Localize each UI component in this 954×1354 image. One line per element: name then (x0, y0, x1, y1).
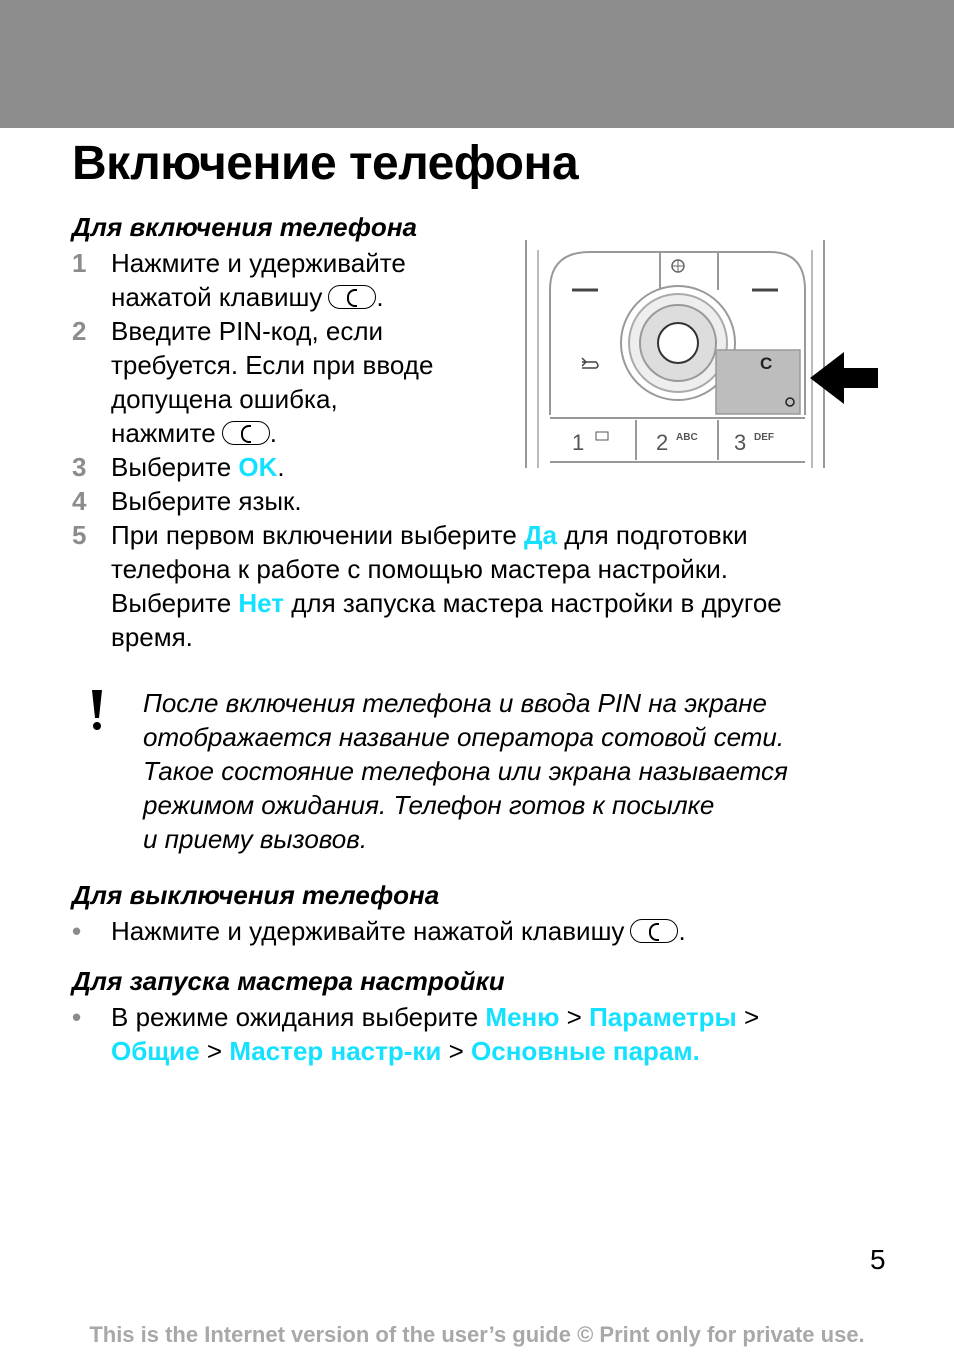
key-3-digit: 3 (734, 430, 747, 455)
page-number: 5 (870, 1244, 886, 1275)
step-text: При первом включении выберите (111, 520, 525, 550)
bullet-text: Нажмите и удерживайте нажатой клавишу (111, 916, 625, 946)
key-2-digit: 2 (656, 430, 669, 455)
c-key-icon (328, 285, 376, 309)
step-text: нажатой клавишу (111, 282, 323, 312)
menu-item-wizard: Мастер настр-ки (229, 1036, 442, 1066)
separator: > (441, 1036, 472, 1066)
top-band (0, 0, 954, 128)
menu-item-general: Общие (111, 1036, 200, 1066)
step-text: Выберите язык. (111, 486, 302, 516)
bullet-text: В режиме ожидания выберите (111, 1002, 486, 1032)
note-line: и приему вызовов. (143, 824, 368, 854)
footer-text: This is the Internet version of the user’s guide © Print only for private use. (89, 1322, 865, 1347)
c-key-icon (222, 421, 270, 445)
c-key-label: C (760, 354, 773, 373)
bullet-dot: • (72, 1002, 82, 1032)
arrow-icon (810, 352, 878, 404)
punct: . (277, 452, 285, 482)
step-text: Выберите (111, 588, 239, 618)
note-line: Такое состояние телефона или экрана называется (143, 756, 788, 786)
punct: . (678, 916, 686, 946)
step-number: 4 (72, 486, 87, 516)
envelope-icon (596, 432, 608, 440)
step-text: нажмите (111, 418, 216, 448)
separator: > (199, 1036, 230, 1066)
menu-item-menu: Меню (485, 1002, 560, 1032)
separator: > (736, 1002, 760, 1032)
menu-item-basic-settings: Основные парам. (471, 1036, 700, 1066)
step-text: для подготовки (557, 520, 748, 550)
note-line: режимом ожидания. Телефон готов к посылке (143, 790, 715, 820)
step-text: Выберите (111, 452, 239, 482)
c-key-icon (630, 919, 678, 943)
section-heading-off: Для выключения телефона (72, 880, 440, 910)
step-number: 2 (72, 316, 87, 346)
step-text: Нажмите и удерживайте (111, 248, 406, 278)
menu-item-yes: Да (524, 520, 558, 550)
punct: . (269, 418, 277, 448)
warning-icon (86, 688, 108, 732)
step-text: требуется. Если при вводе (111, 350, 434, 380)
note-line: отображается название оператора сотовой сети. (143, 722, 785, 752)
menu-item-ok: OK (238, 452, 278, 482)
step-number: 1 (72, 248, 87, 278)
step-text: Введите PIN-код, если (111, 316, 384, 346)
step-text: телефона к работе с помощью мастера настройки. (111, 554, 728, 584)
step-number: 3 (72, 452, 87, 482)
separator: > (559, 1002, 590, 1032)
section-heading-on: Для включения телефона (72, 212, 417, 242)
bullet-dot: • (72, 916, 82, 946)
phone-keypad-illustration (520, 240, 882, 472)
note-block (143, 686, 788, 856)
menu-item-settings: Параметры (589, 1002, 737, 1032)
page-title: Включение телефона (72, 137, 579, 190)
key-1-digit: 1 (572, 430, 585, 455)
step-text: для запуска мастера настройки в другое (284, 588, 782, 618)
note-line: После включения телефона и ввода PIN на экране (143, 688, 767, 718)
section-heading-wizard: Для запуска мастера настройки (72, 966, 505, 996)
step-number: 5 (72, 520, 87, 550)
step-text: допущена ошибка, (111, 384, 338, 414)
key-2-letters: ABC (676, 432, 698, 443)
punct: . (376, 282, 384, 312)
step-text: время. (111, 622, 193, 652)
menu-item-no: Нет (238, 588, 285, 618)
key-3-letters: DEF (754, 432, 774, 443)
